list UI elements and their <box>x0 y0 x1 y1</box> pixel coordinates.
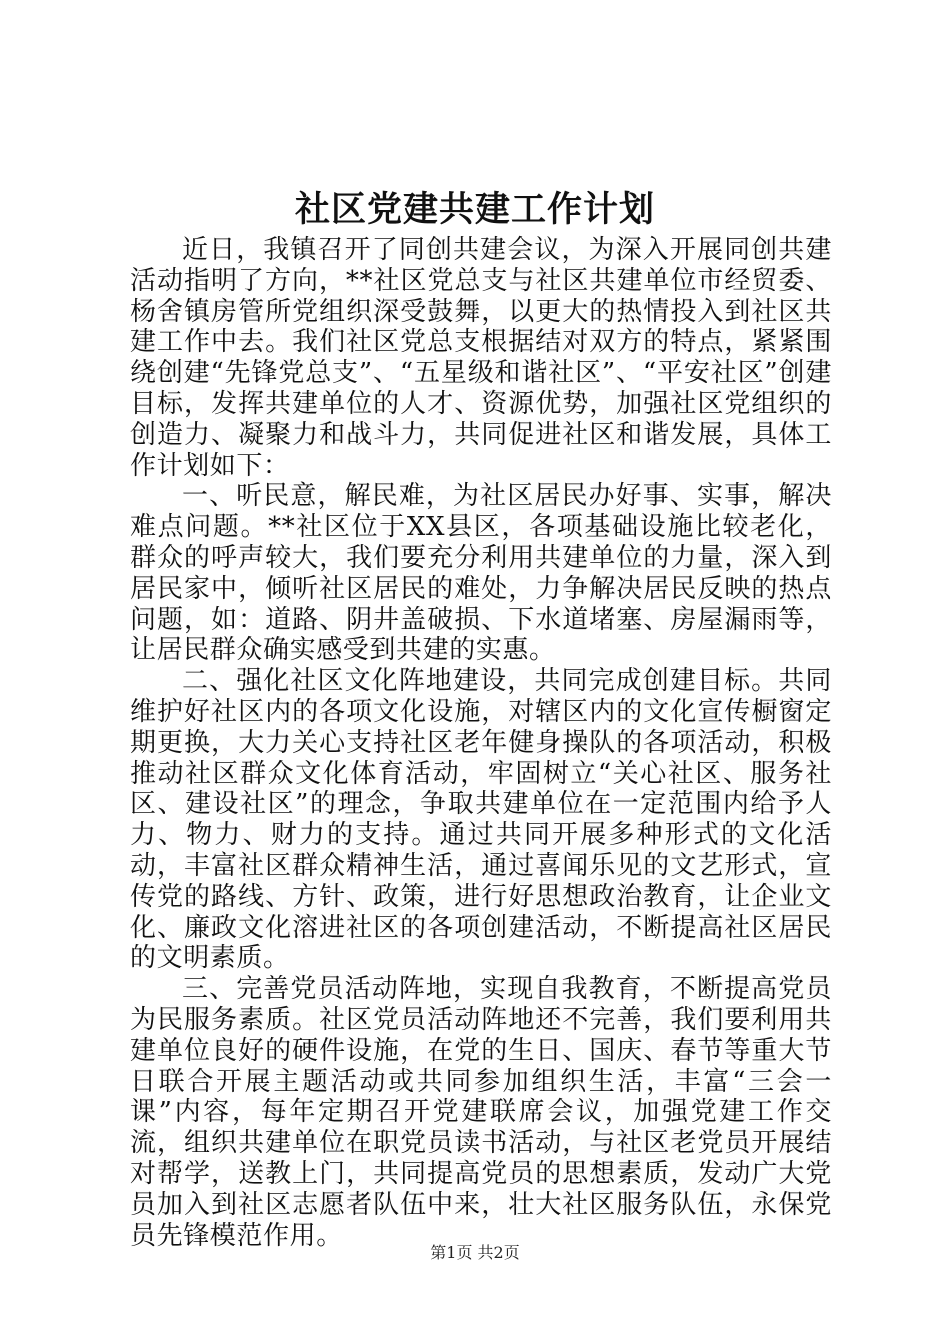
document-title: 社区党建共建工作计划 <box>294 189 655 230</box>
paragraph-section-3: 三、完善党员活动阵地，实现自我教育，不断提高党员为民服务素质。社区党员活动阵地还不完善，我们要利用共建单位良好的硬件设施，在党的生日、国庆、春节等重大节日联合开展主题活动或共同参加组织生活，丰富“三会一课”内容，每年定期召开党建联席会议，加强党建工作交流，组织共建单位在职党员读书活动，与社区老党员开展结对帮学，送教上门，共同提高党员的思想素质，发动广大党员加入到社区志愿者队伍中来，壮大社区服务队伍，永保党员先锋模范作用。 <box>130 974 832 1251</box>
paragraph-section-2: 二、强化社区文化阵地建设，共同完成创建目标。共同维护好社区内的各项文化设施，对辖区内的文化宣传橱窗定期更换，大力关心支持社区老年健身操队的各项活动，积极推动社区群众文化体育活动，牢固树立“关心社区、服务社区、建设社区”的理念，争取共建单位在一定范围内给予人力、物力、财力的支持。通过共同开展多种形式的文化活动，丰富社区群众精神生活，通过喜闻乐见的文艺形式，宣传党的路线、方针、政策，进行好思想政治教育，让企业文化、廉政文化溶进社区的各项创建活动，不断提高社区居民的文明素质。 <box>130 666 832 974</box>
paragraph-section-1: 一、听民意，解民难，为社区居民办好事、实事，解决难点问题。**社区位于XX县区，各项基础设施比较老化，群众的呼声较大，我们要充分利用共建单位的力量，深入到居民家中，倾听社区居民的难处，力争解决居民反映的热点问题，如：道路、阴井盖破损、下水道堵塞、房屋漏雨等，让居民群众确实感受到共建的实惠。 <box>130 481 832 666</box>
paragraph-intro: 近日，我镇召开了同创共建会议，为深入开展同创共建活动指明了方向，**社区党总支与社区共建单位市经贸委、杨舍镇房管所党组织深受鼓舞，以更大的热情投入到社区共建工作中去。我们社区党总支根据结对双方的特点，紧紧围绕创建“先锋党总支”、“五星级和谐社区”、“平安社区”创建目标，发挥共建单位的人才、资源优势，加强社区党组织的创造力、凝聚力和战斗力，共同促进社区和谐发展，具体工作计划如下： <box>130 235 832 481</box>
page-number-footer: 第1页 共2页 <box>430 1243 520 1262</box>
document-body <box>130 235 832 1251</box>
